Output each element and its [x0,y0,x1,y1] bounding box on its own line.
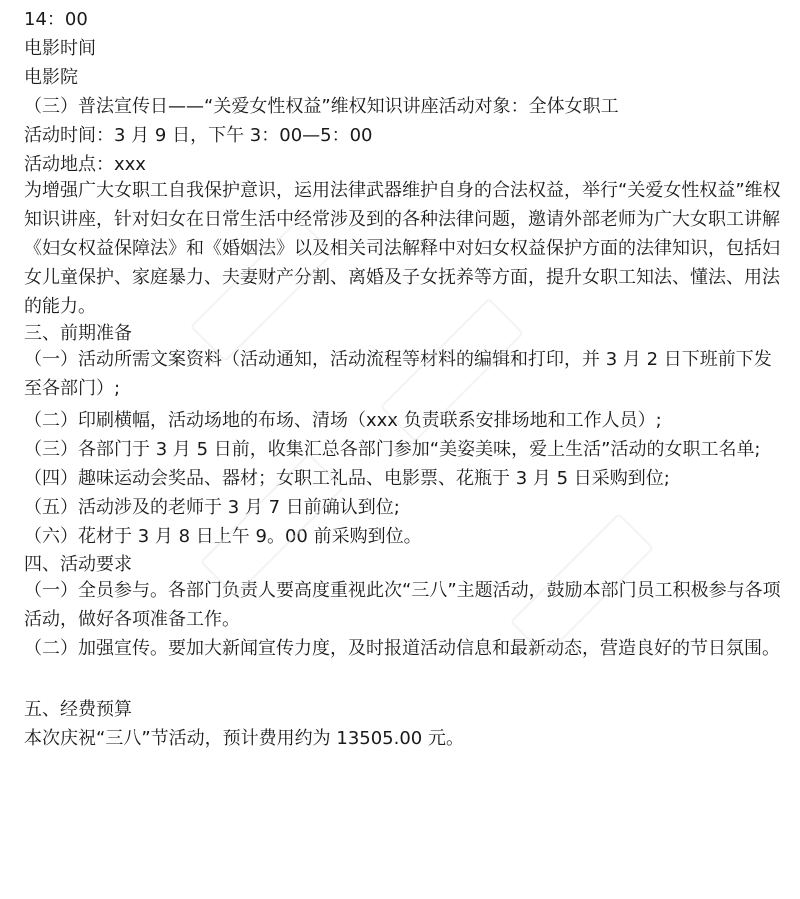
prep-item-6: （六）花材于 3 月 8 日上午 9。00 前采购到位。 [24,526,422,547]
prep-item-5: （五）活动涉及的老师于 3 月 7 日前确认到位; [24,497,400,518]
prep-item-2: （二）印刷横幅，活动场地的布场、清场（xxx 负责联系安排场地和工作人员）; [24,410,662,431]
activity-location-text: 活动地点：xxx [24,154,146,175]
section-requirements-heading: 四、活动要求 [24,554,132,575]
section-budget-heading: 五、经费预算 [24,699,132,720]
prep-item-4: （四）趣味运动会奖品、器材；女职工礼品、电影票、花瓶于 3 月 5 日采购到位; [24,468,670,489]
requirement-item-1: （一）全员参与。各部门负责人要高度重视此次“三八”主题活动，鼓励本部门员工积极参与各项活动，做好各项准备工作。 [24,580,781,630]
budget-text: 本次庆祝“三八”节活动，预计费用约为 13505.00 元。 [24,728,464,749]
time-text: 14：00 [24,9,88,30]
requirement-item-2: （二）加强宣传。要加大新闻宣传力度，及时报道活动信息和最新动态，营造良好的节日氛围。 [24,638,780,659]
prep-item-3: （三）各部门于 3 月 5 日前，收集汇总各部门参加“美姿美味，爱上生活”活动的女职工名单; [24,439,761,460]
prep-item-1: （一）活动所需文案资料（活动通知，活动流程等材料的编辑和打印，并 3 月 2 日下班前下发至各部门）; [24,349,772,399]
movie-time-label: 电影时间 [24,38,96,59]
activity-time-text: 活动时间：3 月 9 日，下午 3：00—5：00 [24,125,373,146]
section-preparation-heading: 三、前期准备 [24,323,132,344]
cinema-label: 电影院 [24,67,78,88]
lecture-description-paragraph: 为增强广大女职工自我保护意识，运用法律武器维护自身的合法权益，举行“关爱女性权益”维权知识讲座，针对妇女在日常生活中经常涉及到的各种法律问题，邀请外部老师为广大女职工讲解《妇女权益保障法》和《婚姻法》以及相关司法解释中对妇女权益保护方面的法律知识，包括妇女儿童保护、家庭暴力、夫妻财产分割、离婚及子女抚养等方面，提升女职工知法、懂法、用法的能力。 [24,180,781,317]
section-3-heading: （三）普法宣传日——“关爱女性权益”维权知识讲座活动对象：全体女职工 [24,96,619,117]
